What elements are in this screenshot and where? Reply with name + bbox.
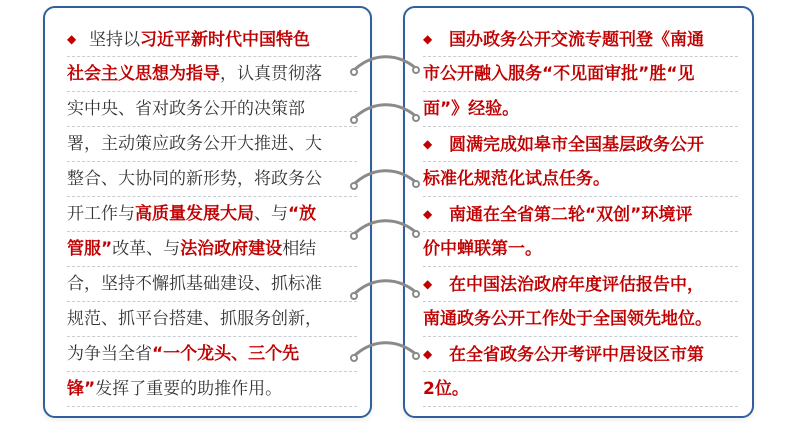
- text-span: 改革、与: [112, 239, 181, 259]
- left-line: [67, 232, 357, 267]
- text-span: 2位。: [423, 379, 469, 399]
- right-line: [423, 92, 738, 127]
- right-line: [423, 302, 738, 337]
- highlight-span: “一个龙头、三个先: [152, 344, 300, 364]
- right-line: [423, 267, 738, 302]
- left-line: [67, 372, 357, 407]
- text-span: 市公开融入服务“不见面审批”胜“见: [423, 64, 695, 84]
- text-span: 坚持以: [89, 30, 140, 50]
- text-span: 合，坚持不懈抓基础建设、抓标准: [67, 274, 322, 294]
- text-span: 在中国法治政府年度评估报告中，: [449, 275, 704, 295]
- diamond-bullet-icon: ◆: [423, 207, 433, 221]
- text-span: ，认真贯彻落: [220, 64, 322, 84]
- left-line: [67, 22, 357, 57]
- text-span: 署，主动策应政务公开大推进、大: [67, 134, 322, 154]
- left-line: [67, 302, 357, 337]
- diamond-bullet-icon: ◆: [67, 32, 77, 46]
- text-span: 相结: [282, 239, 317, 259]
- right-line: [423, 232, 738, 267]
- text-span: 标准化规范化试点任务。: [423, 169, 610, 189]
- highlight-span: 高质量发展大局: [135, 204, 254, 224]
- left-line: [67, 127, 357, 162]
- left-line: [67, 197, 357, 232]
- left-line: [67, 57, 357, 92]
- left-text: [67, 22, 357, 407]
- text-span: 南通在全省第二轮“双创”环境评: [449, 205, 693, 225]
- text-span: 在全省政务公开考评中居设区市第: [449, 345, 704, 365]
- highlight-span: 管服”: [67, 239, 113, 259]
- left-line: [67, 162, 357, 197]
- left-card: [43, 6, 372, 418]
- right-line: [423, 22, 738, 57]
- text-span: 面”》经验。: [423, 99, 520, 119]
- diamond-bullet-icon: ◆: [423, 32, 433, 46]
- diamond-bullet-icon: ◆: [423, 347, 433, 361]
- right-text: [423, 22, 738, 407]
- right-line: [423, 162, 738, 197]
- text-span: 开工作与: [67, 204, 135, 224]
- right-line: [423, 372, 738, 407]
- highlight-span: “放: [288, 204, 317, 224]
- text-span: 发挥了重要的助推作用。: [95, 379, 283, 399]
- left-line: [67, 337, 357, 372]
- right-line: [423, 197, 738, 232]
- text-span: 圆满完成如皋市全国基层政务公开: [449, 135, 704, 155]
- highlight-span: 法治政府建设: [180, 239, 283, 259]
- text-span: 为争当全省: [67, 344, 152, 364]
- highlight-span: 社会主义思想为指导: [67, 64, 220, 84]
- diamond-bullet-icon: ◆: [423, 277, 433, 291]
- right-line: [423, 127, 738, 162]
- right-card: [403, 6, 754, 418]
- text-span: 规范、抓平台搭建、抓服务创新，: [67, 309, 322, 329]
- text-span: 实中央、省对政务公开的决策部: [67, 99, 305, 119]
- right-line: [423, 337, 738, 372]
- text-span: 整合、大协同的新形势，将政务公: [67, 169, 322, 189]
- left-line: [67, 267, 357, 302]
- highlight-span: 习近平新时代中国特色: [140, 30, 310, 50]
- text-span: 南通政务公开工作处于全国领先地位。: [423, 309, 712, 329]
- left-line: [67, 92, 357, 127]
- right-line: [423, 57, 738, 92]
- highlight-span: 锋”: [67, 379, 96, 399]
- text-span: 国办政务公开交流专题刊登《南通: [449, 30, 704, 50]
- text-span: 、与: [254, 204, 288, 224]
- text-span: 价中蝉联第一。: [423, 239, 542, 259]
- diamond-bullet-icon: ◆: [423, 137, 433, 151]
